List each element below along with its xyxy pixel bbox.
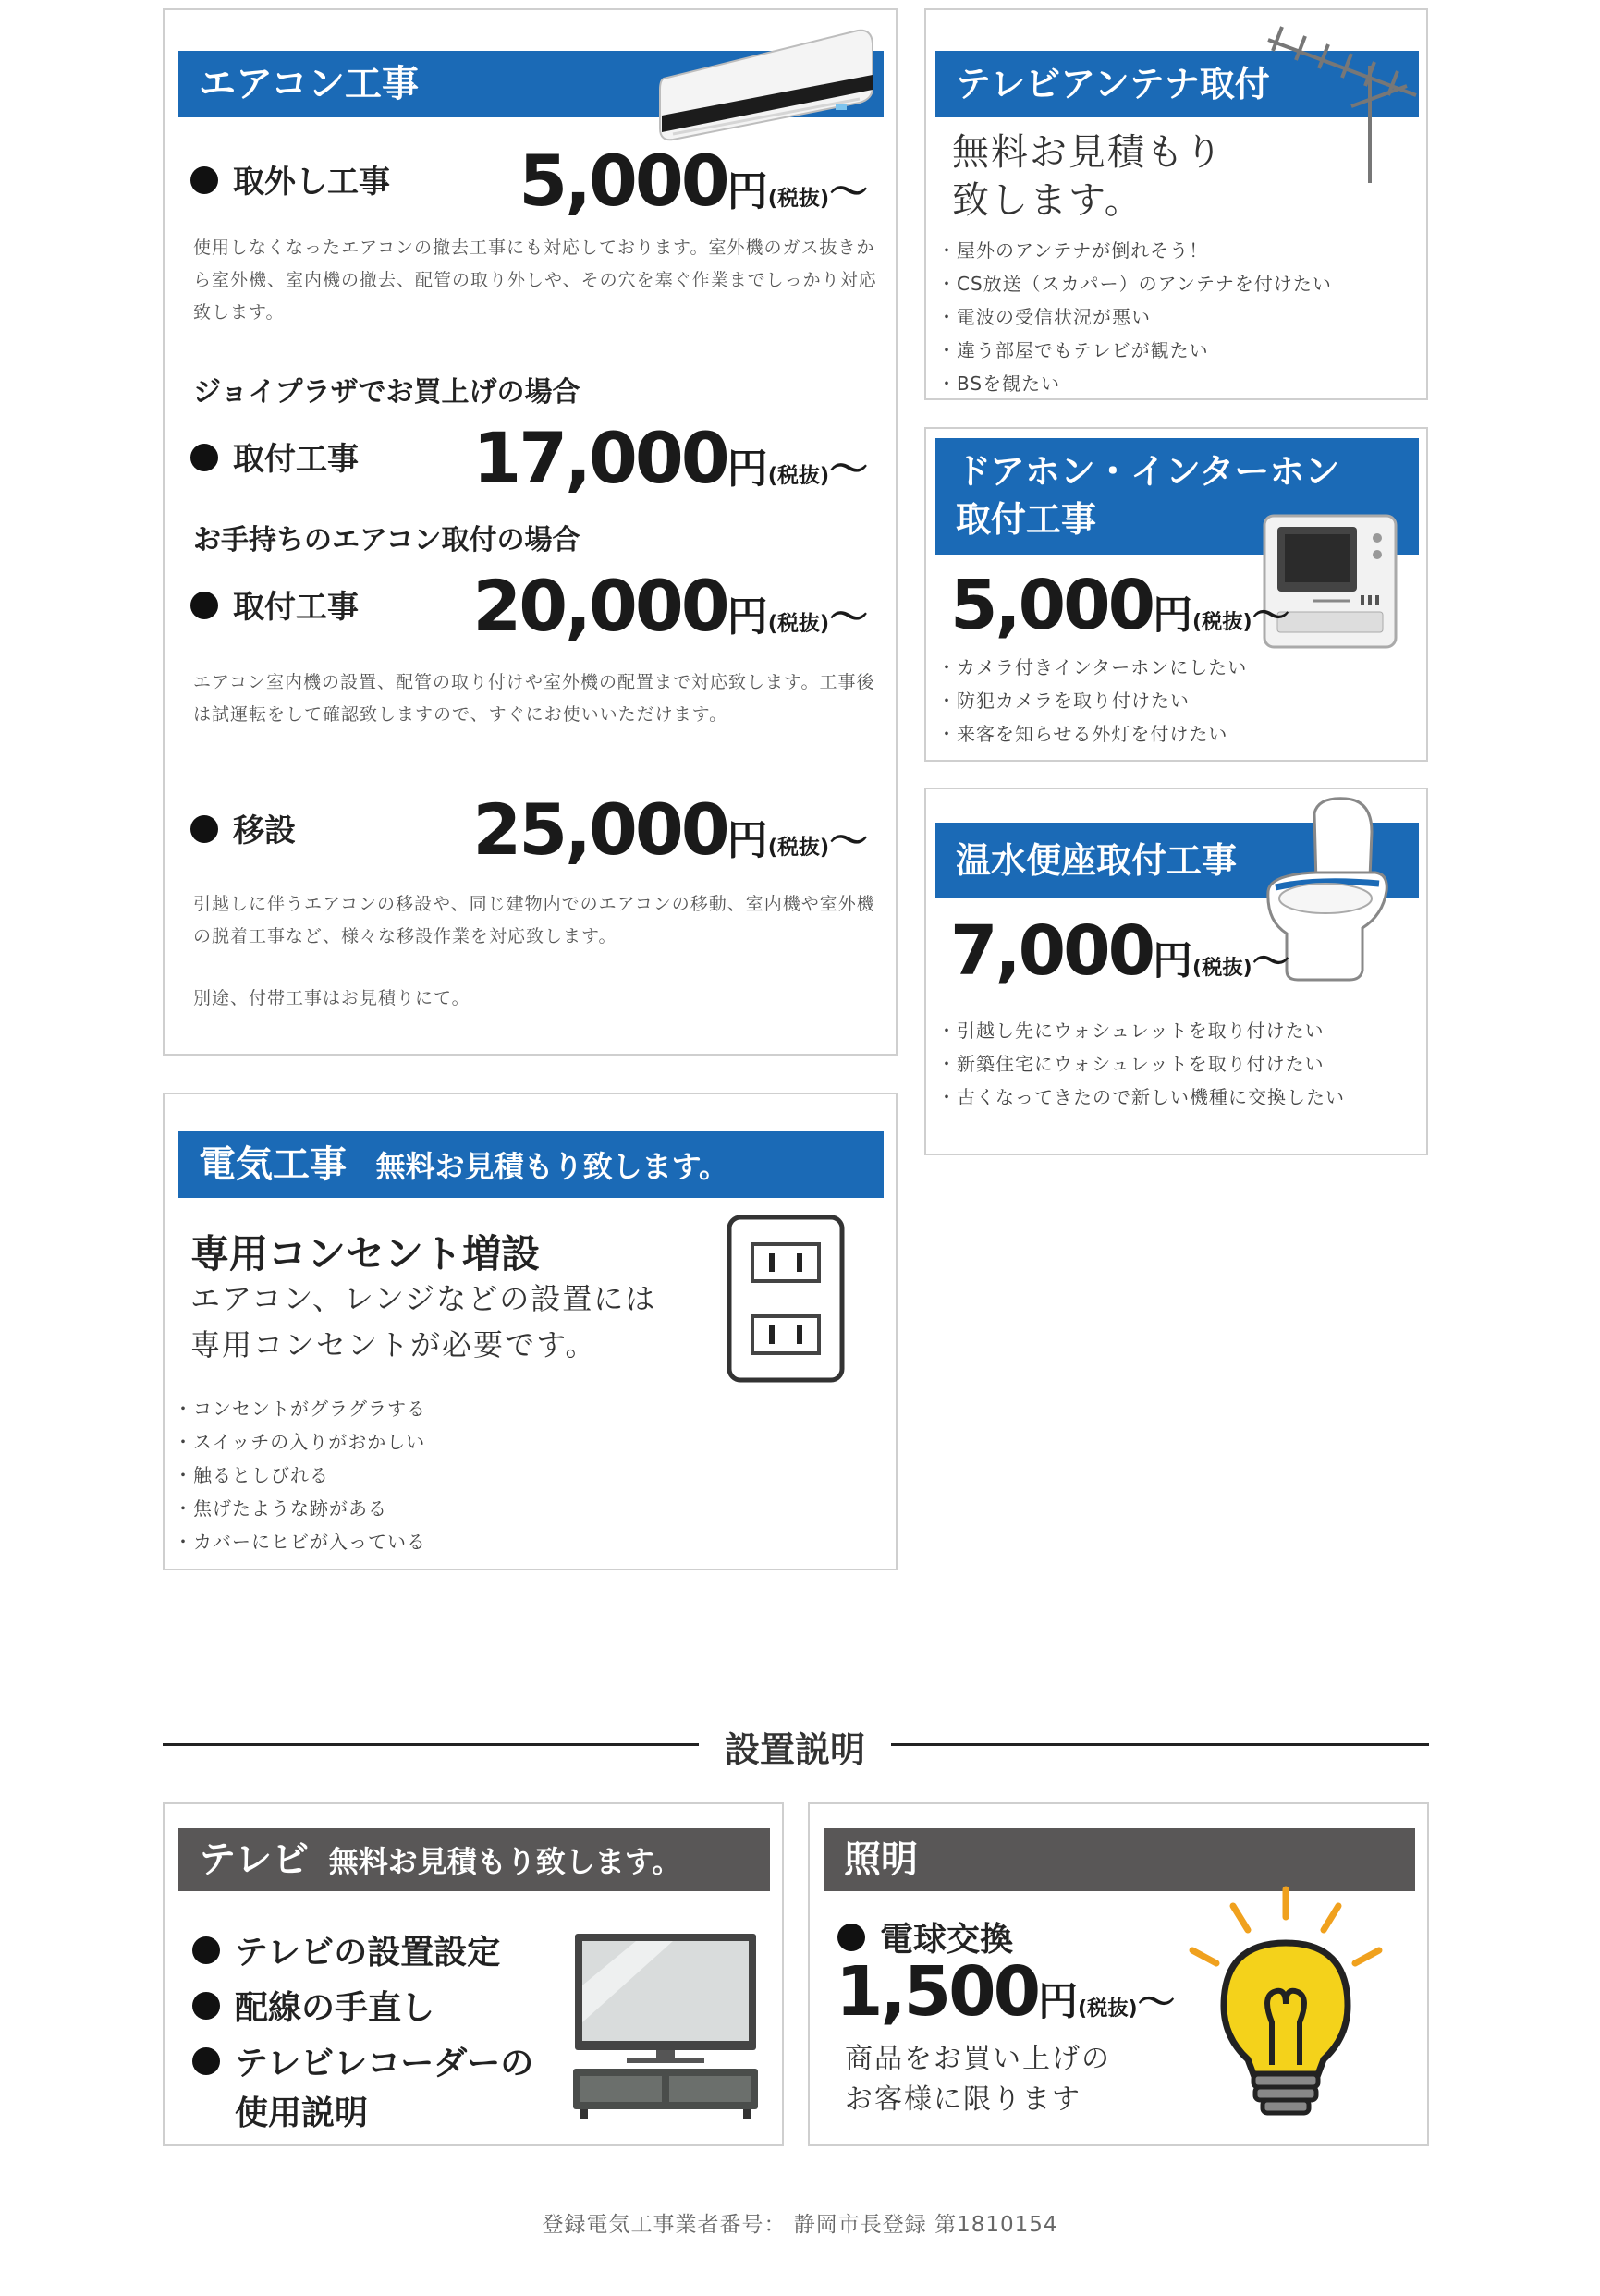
price-value: 17,000 [472,417,727,499]
tv-title-sub: 無料お見積もり致します。 [328,1844,682,1879]
tax-note: (税抜) [767,836,830,860]
aircon-removal-desc: 使用しなくなったエアコンの撤去工事にも対応しております。室外機のガス抜きから室外機、室内機の撤去、配管の取り外しや、その穴を塞ぐ作業までしっかり対応致します。 [193,238,877,323]
yen-unit: 円 [727,593,768,641]
aircon-install-label-1 [190,434,359,479]
aircon-move-label [190,805,296,850]
aircon-title: エアコン工事 [199,63,419,105]
bullet-icon [190,166,218,194]
aircon-removal-label [190,156,390,202]
joyplaza-heading: ジョイプラザでお買上げの場合 [193,376,580,409]
own-aircon-heading: お手持ちのエアコン取付の場合 [193,524,580,556]
yen-unit: 円 [727,168,768,215]
aircon-install-price-joyplaza [472,417,868,499]
price-value: 7,000 [950,911,1154,991]
install-label-text: 取付工事 [233,589,359,626]
bullet-icon [192,2047,220,2075]
electric-text-line2: 専用コンセントが必要です。 [190,1327,597,1362]
list-item: ・ 引越し先にウォシュレットを取り付けたい [937,1014,1345,1047]
doorphone-price [950,566,1289,645]
list-item: ・ 触るとしびれる [174,1459,426,1492]
yen-unit: 円 [727,446,768,493]
power-outlet-icon [727,1215,845,1383]
aircon-note: 別途、付帯工事はお見積りにて。 [193,988,470,1008]
lighting-header [824,1828,1415,1891]
list-item: ・ スイッチの入りがおかしい [174,1425,426,1459]
tilde: 〜 [829,169,868,214]
doorphone-card [924,427,1428,762]
bullet-icon [190,815,218,843]
tilde: 〜 [1252,939,1290,983]
tilde: 〜 [829,446,868,492]
aircon-removal-price [519,140,868,222]
tax-note: (税抜) [767,187,830,211]
section-divider-right [891,1743,1429,1746]
lighting-price [836,1952,1175,2032]
list-item: ・ CS放送（スカパー）のアンテナを付けたい [937,267,1332,300]
price-value: 5,000 [519,140,727,222]
list-item: ・ 焦げたような跡がある [174,1492,426,1525]
tilde: 〜 [1137,1980,1176,2024]
tilde: 〜 [1252,593,1290,638]
electric-header [178,1131,884,1198]
antenna-estimate-line2: 致します。 [952,179,1143,222]
tilde: 〜 [829,594,868,640]
tax-note: (税抜) [767,464,830,488]
bullet-icon [192,1992,220,2020]
tv-antenna-icon [1259,21,1425,188]
list-item: ・ 新築住宅にウォシュレットを取り付けたい [937,1047,1345,1081]
tilde: 〜 [829,818,868,863]
bullet-icon [190,592,218,619]
price-value: 1,500 [836,1952,1039,2032]
electric-text-line1: エアコン、レンジなどの設置には [190,1281,657,1316]
price-value: 5,000 [950,566,1154,645]
bullet-icon [190,444,218,471]
tv-item-setup [192,1926,500,1973]
electric-heading: 専用コンセント増設 [190,1231,541,1276]
removal-label-text: 取外し工事 [233,164,390,201]
aircon-move-price [472,788,868,871]
bullet-icon [837,1924,865,1951]
antenna-estimate-line1: 無料お見積もり [952,131,1224,174]
air-conditioner-icon [654,23,876,143]
move-label-text: 移設 [233,812,296,849]
bullet-icon [192,1936,220,1964]
price-value: 25,000 [472,788,727,871]
list-item: ・ 違う部屋でもテレビが観たい [937,334,1332,367]
doorphone-title-line1: ドアホン・インターホン [956,451,1340,492]
tv-header [178,1828,770,1891]
tv-title: テレビ [199,1838,310,1881]
lighting-item-text: 電球交換 [880,1921,1014,1959]
antenna-list [937,234,1332,400]
yen-unit: 円 [727,817,768,864]
television-icon [571,1930,760,2120]
tv-item-wiring [192,1982,434,2029]
registration-number: 登録電気工事業者番号： 静岡市長登録 第1810154 [542,2213,1058,2237]
lighting-title: 照明 [844,1838,918,1881]
antenna-title: テレビアンテナ取付 [956,64,1270,104]
aircon-card [163,8,898,1056]
toilet-list [937,1014,1345,1114]
section-divider-left [163,1743,699,1746]
lighting-note-line2: お客様に限ります [845,2083,1081,2116]
doorphone-title-line2: 取付工事 [956,499,1097,540]
install-label-text: 取付工事 [233,441,359,478]
light-bulb-icon [1179,1884,1392,2126]
aircon-move-desc: 引越しに伴うエアコンの移設や、同じ建物内でのエアコンの移動、室内機や室外機の脱着工事など、様々な移設作業を対応致します。 [193,894,875,946]
electric-list [174,1392,426,1558]
tv-item-text: テレビレコーダーの [235,2045,534,2082]
toilet-seat-card [924,788,1428,1155]
yen-unit: 円 [1038,1979,1078,2025]
list-item: ・ BSを観たい [937,367,1332,400]
tax-note: (税抜) [1192,610,1252,634]
electric-title-sub: 無料お見積もり致します。 [375,1149,729,1184]
tv-item-recorder [192,2037,533,2084]
toilet-title: 温水便座取付工事 [956,840,1238,881]
tax-note: (税抜) [767,612,830,636]
lighting-note-line1: 商品をお買い上げの [845,2043,1111,2075]
electric-card [163,1093,898,1570]
toilet-price [950,911,1289,991]
aircon-install-label-2 [190,581,359,627]
electric-title: 電気工事 [199,1143,347,1186]
yen-unit: 円 [1153,938,1192,984]
tax-note: (税抜) [1078,1997,1138,2021]
list-item: ・ カバーにヒビが入っている [174,1525,426,1558]
list-item: ・ 電波の受信状況が悪い [937,300,1332,334]
yen-unit: 円 [1153,592,1192,639]
tv-card [163,1802,784,2146]
aircon-install-desc: エアコン室内機の設置、配管の取り付けや室外機の配置まで対応致します。工事後は試運転をして確認致しますので、すぐにお使いいただけます。 [193,672,875,725]
list-item: ・ 屋外のアンテナが倒れそう！ [937,234,1332,267]
lighting-card [808,1802,1429,2146]
tv-item-recorder-line2: 使用説明 [235,2094,369,2132]
price-value: 20,000 [472,565,727,647]
doorphone-list [937,651,1247,751]
tv-item-text: 配線の手直し [235,1989,435,2027]
list-item: ・ カメラ付きインターホンにしたい [937,651,1247,684]
aircon-install-price-own [472,565,868,647]
list-item: ・ 防犯カメラを取り付けたい [937,684,1247,717]
list-item: ・ 古くなってきたので新しい機種に交換したい [937,1081,1345,1114]
list-item: ・ 来客を知らせる外灯を付けたい [937,717,1247,751]
setup-section-title: 設置説明 [724,1729,865,1770]
tv-item-text: テレビの設置設定 [235,1934,501,1972]
list-item: ・ コンセントがグラグラする [174,1392,426,1425]
tax-note: (税抜) [1192,956,1252,980]
antenna-card [924,8,1428,400]
